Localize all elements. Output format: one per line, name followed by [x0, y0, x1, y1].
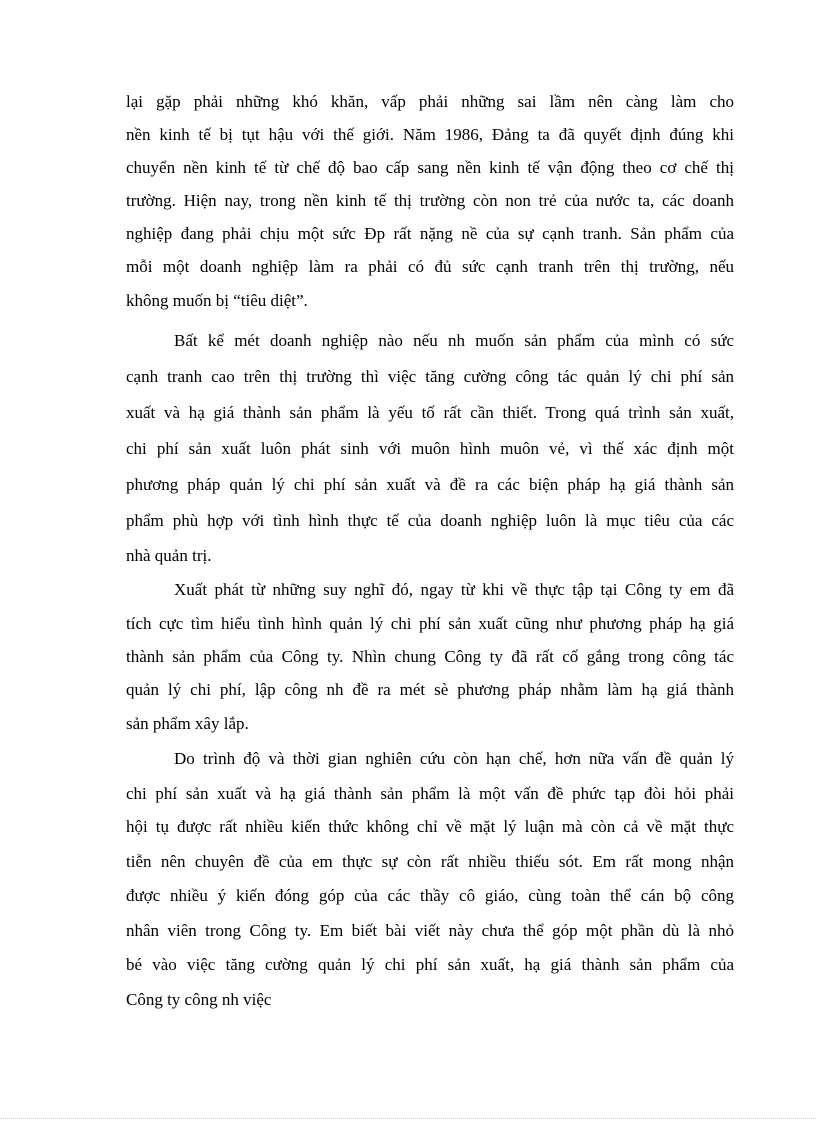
text-line: Xuất phát từ những suy nghĩ đó, ngay từ khi về thực tập tại Công ty em đã: [174, 580, 734, 599]
text-line: được nhiều ý kiến đóng góp của các thầy cô giáo, cùng toàn thể cán bộ công: [126, 886, 734, 905]
text-line: chi phí sản xuất luôn phát sinh với muôn hình muôn vẻ, vì thế xác định một: [126, 439, 734, 458]
text-line: nền kinh tế bị tụt hậu với thế giới. Năm 1986, Đảng ta đã quyết định đúng khi: [126, 125, 734, 144]
text-line: tiễn nên chuyên đề của em thực sự còn rất nhiều thiếu sót. Em rất mong nhận: [126, 852, 734, 871]
text-line: Công ty công nh việc: [126, 990, 272, 1009]
text-line: chi phí sản xuất và hạ giá thành sản phẩm là một vấn đề phức tạp đòi hỏi phải: [126, 784, 734, 803]
text-line: hội tụ được rất nhiều kiến thức không chỉ về mặt lý luận mà còn cả về mặt thực: [126, 817, 734, 836]
text-line: nghiệp đang phải chịu một sức Đp rất nặng nề của sự cạnh tranh. Sản phẩm của: [126, 224, 734, 243]
text-line: mỗi một doanh nghiệp làm ra phải có đủ sức cạnh tranh trên thị trường, nếu: [126, 257, 734, 276]
text-line: tích cực tìm hiểu tình hình quản lý chi phí sản xuất cũng như phương pháp hạ giá: [126, 614, 734, 633]
text-line: trường. Hiện nay, trong nền kinh tế thị trường còn non trẻ của nước ta, các doanh: [126, 191, 734, 210]
text-line: chuyển nền kinh tế từ chế độ bao cấp sang nền kinh tế vận động theo cơ chế thị: [126, 158, 734, 177]
text-line: thành sản phẩm của Công ty. Nhìn chung Công ty đã rất cố gắng trong công tác: [126, 647, 734, 666]
text-line: xuất và hạ giá thành sản phẩm là yếu tố rất cần thiết. Trong quá trình sản xuất,: [126, 403, 734, 422]
text-line: quản lý chi phí, lập công nh đề ra mét sè phương pháp nhằm làm hạ giá thành: [126, 680, 734, 699]
text-line: Do trình độ và thời gian nghiên cứu còn hạn chế, hơn nữa vấn đề quản lý: [174, 749, 734, 768]
text-line: nhà quản trị.: [126, 546, 212, 565]
text-line: sản phẩm xây lắp.: [126, 714, 249, 733]
text-line: phẩm phù hợp với tình hình thực tế của doanh nghiệp luôn là mục tiêu của các: [126, 511, 734, 530]
text-line: bé vào việc tăng cường quản lý chi phí sản xuất, hạ giá thành sản phẩm của: [126, 955, 734, 974]
text-line: Bất kể mét doanh nghiệp nào nếu nh muốn sản phẩm của mình có sức: [174, 331, 734, 350]
text-line: lại gặp phải những khó khăn, vấp phải những sai lầm nên càng làm cho: [126, 92, 734, 111]
text-line: phương pháp quản lý chi phí sản xuất và đề ra các biện pháp hạ giá thành sản: [126, 475, 734, 494]
text-line: nhân viên trong Công ty. Em biết bài viết này chưa thể góp một phần dù là nhỏ: [126, 921, 734, 940]
page-bottom-divider: [0, 1118, 816, 1119]
text-line: không muốn bị “tiêu diệt”.: [126, 291, 308, 310]
text-line: cạnh tranh cao trên thị trường thì việc tăng cường công tác quản lý chi phí sản: [126, 367, 734, 386]
